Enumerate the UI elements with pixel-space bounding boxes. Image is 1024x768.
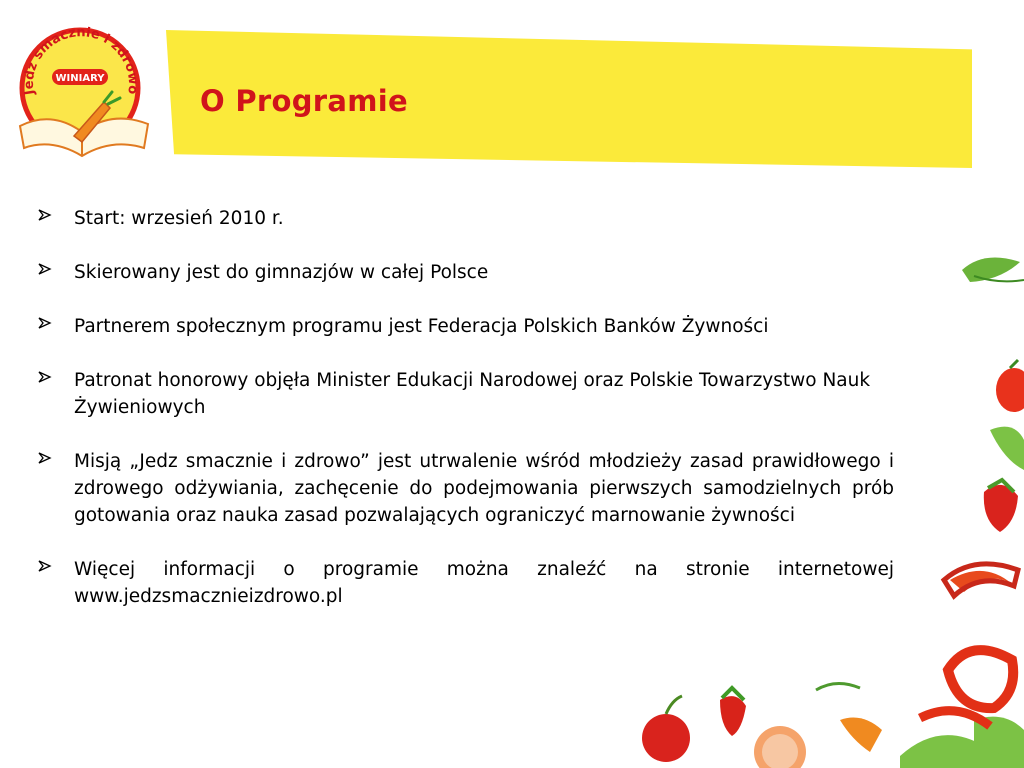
- arrow-bullet-icon: [38, 316, 52, 330]
- arrow-bullet-icon: [38, 451, 52, 465]
- list-item: [38, 556, 894, 610]
- bullet-text: Więcej informacji o programie można znaleźć na stronie internetowej www.jedzsmacznieizdrowo.pl: [74, 559, 894, 607]
- arrow-bullet-icon: [38, 262, 52, 276]
- list-item: [38, 448, 894, 529]
- fruit-vegetable-decoration: [620, 660, 1024, 768]
- program-logo: [12, 24, 156, 168]
- bullet-text: Patronat honorowy objęła Minister Edukacji Narodowej oraz Polskie Towarzystwo Nauk Żywieniowych: [74, 370, 871, 418]
- page-title: O Programie: [200, 84, 408, 118]
- logo-text: Jedz smacznie i zdrowo: [21, 25, 141, 96]
- arrow-bullet-icon: [38, 559, 52, 573]
- arrow-bullet-icon: [38, 208, 52, 222]
- bullet-list: [38, 205, 894, 637]
- bullet-text: Misją „Jedz smacznie i zdrowo” jest utrwalenie wśród młodzieży zasad prawidłowego i zdrowego odżywiania, zachęcenie do podejmowania pierwszych samodzielnych prób gotowania oraz nauka zasad pozwalających ograniczyć marnowanie żywności: [74, 451, 894, 526]
- list-item: [38, 205, 894, 232]
- bullet-text: Skierowany jest do gimnazjów w całej Polsce: [74, 262, 489, 283]
- list-item: [38, 259, 894, 286]
- bullet-text: Partnerem społecznym programu jest Federacja Polskich Banków Żywności: [74, 316, 769, 337]
- list-item: [38, 313, 894, 340]
- bullet-text: Start: wrzesień 2010 r.: [74, 208, 284, 229]
- list-item: [38, 367, 894, 421]
- logo-brand: WINIARY: [55, 73, 105, 84]
- arrow-bullet-icon: [38, 370, 52, 384]
